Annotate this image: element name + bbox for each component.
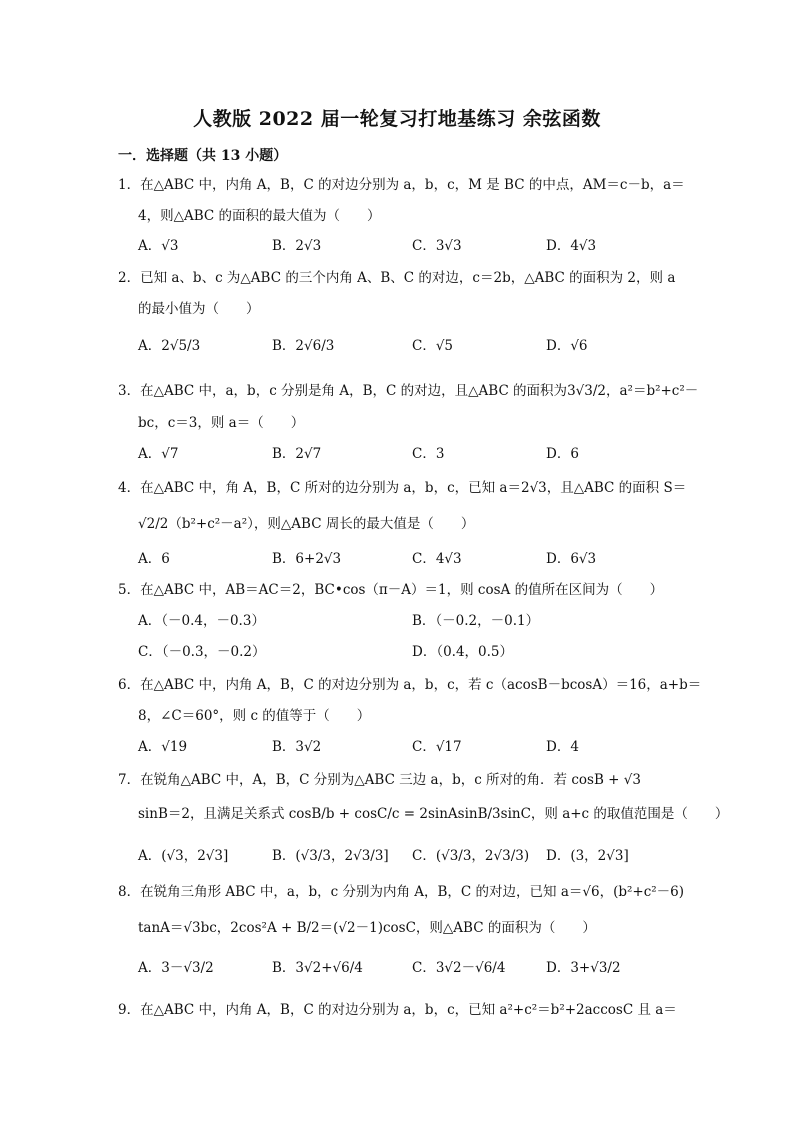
q8-option-d[interactable]: D．3+√3/2	[546, 960, 621, 976]
q7-text-a: sinB＝2，且满足关系式	[138, 806, 285, 822]
q3-option-d[interactable]: D．6	[546, 446, 579, 462]
q7-option-a[interactable]: A．(√3，2√3]	[138, 848, 229, 864]
question-4-options	[138, 549, 678, 575]
q3-area-fraction: 3√3/2	[567, 383, 606, 399]
question-8-options	[138, 958, 678, 984]
q5-option-c[interactable]: C．（－0.3，－0.2）	[138, 644, 266, 660]
q5-option-d[interactable]: D．（0.4，0.5）	[412, 644, 514, 660]
question-7-options	[138, 846, 678, 872]
q8-option-a[interactable]: A．3－√3/2	[138, 960, 214, 976]
q3-option-c[interactable]: C．3	[412, 446, 445, 462]
question-4-line-1: 4．在△ABC 中，角 A，B，C 所对的边分别为 a，b，c，已知 a＝2√3，且△ABC 的面积 S＝	[118, 480, 687, 496]
question-1-line-1: 1．在△ABC 中，内角 A，B，C 的对边分别为 a，b，c，M 是 BC 的中点，AM＝c－b，a＝	[118, 177, 685, 193]
q5-option-b[interactable]: B．（－0.2，－0.1）	[412, 613, 540, 629]
q7-text-b: ，则 a+c 的取值范围是（ ）	[530, 806, 729, 822]
q2-option-b[interactable]: B．2√6/3	[272, 338, 335, 354]
question-4-line-2	[138, 514, 698, 534]
question-2-line-2: 的最小值为（ ）	[138, 301, 260, 317]
q7-equals: =	[403, 806, 416, 822]
q4-text: （b²+c²－a²），则△ABC 周长的最大值是（ ）	[168, 516, 475, 532]
q6-option-c[interactable]: C．√17	[412, 739, 462, 755]
question-6-options	[138, 737, 678, 763]
question-8-line-2	[138, 918, 698, 938]
q7-frac-3: 2sinAsinB/3sinC	[419, 806, 531, 822]
question-2-options	[138, 336, 678, 362]
question-1-line-2: 4，则△ABC 的面积的最大值为（ ）	[138, 208, 381, 224]
q7-frac-2: cosC/c	[354, 806, 400, 822]
q8-text-b: ＝(√2－1)cosC，则△ABC 的面积为（ ）	[319, 920, 596, 936]
q1-option-c[interactable]: C．3√3	[412, 238, 462, 254]
q4-option-b[interactable]: B．6+2√3	[272, 551, 342, 567]
q4-fraction: √2/2	[138, 516, 169, 532]
q3-option-a[interactable]: A．√7	[138, 446, 179, 462]
q1-option-b[interactable]: B．2√3	[272, 238, 322, 254]
q6-option-a[interactable]: A．√19	[138, 739, 188, 755]
q7-option-d[interactable]: D．(3，2√3]	[546, 848, 629, 864]
page-title: 人教版 2022 届一轮复习打地基练习 余弦函数	[193, 108, 601, 130]
q7-frac-1: cosB/b	[288, 806, 335, 822]
question-1-options	[138, 236, 678, 262]
q3-text-b: ，a²＝b²+c²－	[605, 383, 699, 399]
question-2-line-1: 2．已知 a、b、c 为△ABC 的三个内角 A、B、C 的对边，c＝2b，△ABC 的面积为 2，则 a	[118, 270, 676, 286]
question-3-line-2: bc，c＝3，则 a＝（ ）	[138, 415, 305, 431]
question-9-line-1: 9．在△ABC 中，内角 A，B，C 的对边分别为 a，b，c，已知 a²+c²＝b²+2accosC 且 a＝	[118, 1002, 677, 1018]
q3-option-b[interactable]: B．2√7	[272, 446, 322, 462]
question-7-line-2	[138, 804, 729, 824]
q7-option-c[interactable]: C．(√3/3，2√3/3)	[412, 848, 530, 864]
q4-option-d[interactable]: D．6√3	[546, 551, 597, 567]
q5-option-a[interactable]: A．（－0.4，－0.3）	[138, 613, 265, 629]
q8-text-a: tanA＝√3bc，2cos²	[138, 920, 267, 936]
question-7-line-1: 7．在锐角△ABC 中，A，B，C 分别为△ABC 三边 a，b，c 所对的角．若 cosB + √3	[118, 772, 641, 788]
question-3-line-1	[118, 381, 699, 401]
q2-option-c[interactable]: C．√5	[412, 338, 454, 354]
q6-option-d[interactable]: D．4	[546, 739, 579, 755]
section-heading: 一．选择题（共 13 小题）	[118, 148, 288, 164]
question-6-line-1: 6．在△ABC 中，内角 A，B，C 的对边分别为 a，b，c，若 c（acosB－bcosA）＝16，a+b＝	[118, 677, 702, 693]
question-3-options	[138, 444, 678, 470]
question-5-options-row-2	[138, 642, 678, 668]
q4-option-a[interactable]: A．6	[138, 551, 170, 567]
question-8-line-1: 8．在锐角三角形 ABC 中，a，b，c 分别为内角 A，B，C 的对边，已知 a＝√6，(b²+c²－6)	[118, 884, 685, 900]
q2-option-a[interactable]: A．2√5/3	[138, 338, 201, 354]
q4-option-c[interactable]: C．4√3	[412, 551, 462, 567]
q8-option-c[interactable]: C．3√2－√6/4	[412, 960, 506, 976]
question-5-options-row-1	[138, 611, 678, 637]
q6-option-b[interactable]: B．3√2	[272, 739, 322, 755]
q3-text-a: 3．在△ABC 中，a，b，c 分别是角 A，B，C 的对边，且△ABC 的面积为	[118, 383, 568, 399]
q1-option-a[interactable]: A．√3	[138, 238, 179, 254]
q2-option-d[interactable]: D．√6	[546, 338, 588, 354]
q8-option-b[interactable]: B．3√2+√6/4	[272, 960, 363, 976]
q7-option-b[interactable]: B．(√3/3，2√3/3]	[272, 848, 389, 864]
q7-plus: +	[338, 806, 351, 822]
q8-fraction: A + B/2	[266, 920, 320, 936]
question-6-line-2: 8，∠C＝60°，则 c 的值等于（ ）	[138, 708, 371, 724]
q1-option-d[interactable]: D．4√3	[546, 238, 597, 254]
question-5-line-1: 5．在△ABC 中，AB＝AC＝2，BC•cos（π－A）＝1，则 cosA 的值所在区间为（ ）	[118, 582, 664, 598]
